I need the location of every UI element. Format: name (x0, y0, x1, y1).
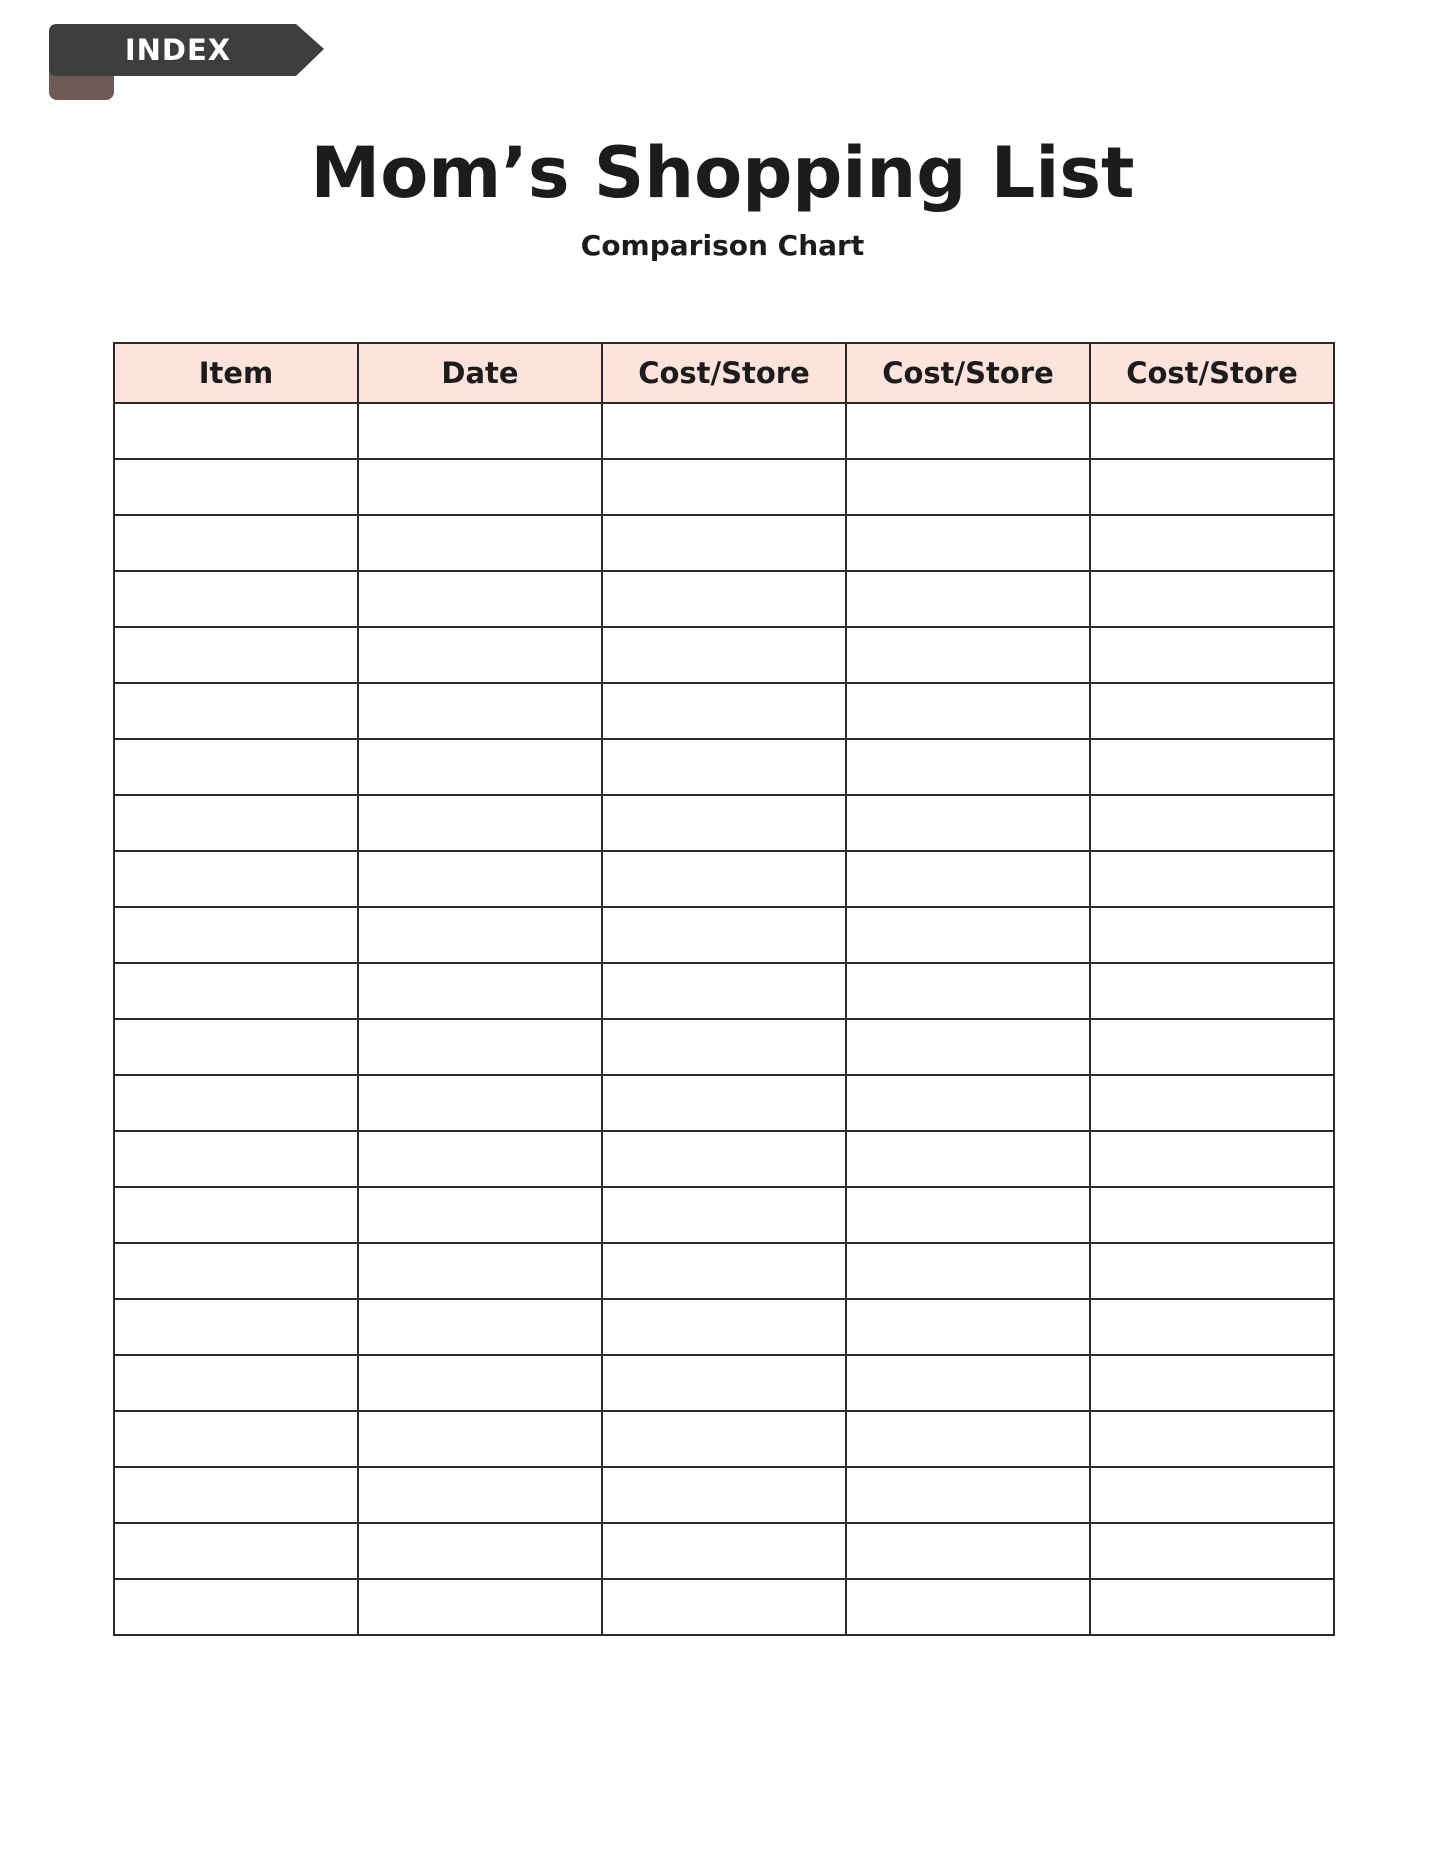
table-cell-date[interactable] (358, 1243, 602, 1299)
table-cell-cost-store-1[interactable] (602, 1355, 846, 1411)
table-cell-cost-store-2[interactable] (846, 1243, 1090, 1299)
table-cell-cost-store-2[interactable] (846, 459, 1090, 515)
table-cell-cost-store-2[interactable] (846, 1467, 1090, 1523)
table-cell-cost-store-2[interactable] (846, 515, 1090, 571)
table-cell-cost-store-3[interactable] (1090, 1523, 1334, 1579)
table-cell-cost-store-3[interactable] (1090, 1411, 1334, 1467)
table-cell-date[interactable] (358, 683, 602, 739)
column-header-cost-store-2: Cost/Store (846, 343, 1090, 403)
table-cell-cost-store-1[interactable] (602, 1411, 846, 1467)
table-cell-cost-store-2[interactable] (846, 739, 1090, 795)
table-cell-cost-store-3[interactable] (1090, 739, 1334, 795)
table-cell-cost-store-3[interactable] (1090, 1355, 1334, 1411)
table-body (114, 403, 1334, 1635)
table-cell-date[interactable] (358, 571, 602, 627)
table-row (114, 1019, 1334, 1075)
table-cell-cost-store-2[interactable] (846, 1523, 1090, 1579)
table-row (114, 683, 1334, 739)
comparison-table (113, 342, 1335, 1636)
table-row (114, 459, 1334, 515)
table-cell-cost-store-1[interactable] (602, 683, 846, 739)
table-row (114, 1075, 1334, 1131)
table-cell-date[interactable] (358, 1019, 602, 1075)
table-cell-date[interactable] (358, 1187, 602, 1243)
table-row (114, 963, 1334, 1019)
table-cell-date[interactable] (358, 851, 602, 907)
table-cell-item[interactable] (114, 1355, 358, 1411)
table-cell-item[interactable] (114, 1299, 358, 1355)
page-subtitle: Comparison Chart (580, 229, 865, 262)
table-cell-cost-store-1[interactable] (602, 1299, 846, 1355)
table-cell-cost-store-2[interactable] (846, 907, 1090, 963)
table-cell-item[interactable] (114, 1019, 358, 1075)
table-cell-date[interactable] (358, 1131, 602, 1187)
table-cell-cost-store-1[interactable] (602, 963, 846, 1019)
table-cell-date[interactable] (358, 1075, 602, 1131)
table-cell-cost-store-2[interactable] (846, 851, 1090, 907)
table-cell-cost-store-3[interactable] (1090, 1075, 1334, 1131)
table-cell-cost-store-2[interactable] (846, 795, 1090, 851)
table-cell-date[interactable] (358, 1467, 602, 1523)
table-cell-cost-store-3[interactable] (1090, 571, 1334, 627)
table-cell-cost-store-3[interactable] (1090, 1019, 1334, 1075)
table-cell-cost-store-3[interactable] (1090, 627, 1334, 683)
table-row (114, 739, 1334, 795)
table-cell-cost-store-3[interactable] (1090, 459, 1334, 515)
table-cell-date[interactable] (358, 1355, 602, 1411)
table-cell-cost-store-2[interactable] (846, 1579, 1090, 1635)
table-cell-date[interactable] (358, 963, 602, 1019)
table-cell-cost-store-3[interactable] (1090, 683, 1334, 739)
table-cell-item[interactable] (114, 683, 358, 739)
table-row (114, 1187, 1334, 1243)
table-cell-date[interactable] (358, 739, 602, 795)
table-cell-cost-store-3[interactable] (1090, 1243, 1334, 1299)
table-cell-cost-store-2[interactable] (846, 403, 1090, 459)
table-cell-date[interactable] (358, 795, 602, 851)
table-cell-cost-store-3[interactable] (1090, 1187, 1334, 1243)
table-cell-cost-store-3[interactable] (1090, 1299, 1334, 1355)
table-cell-cost-store-1[interactable] (602, 459, 846, 515)
table-cell-item[interactable] (114, 1579, 358, 1635)
page-title: Mom’s Shopping List (310, 132, 1135, 214)
table-cell-item[interactable] (114, 459, 358, 515)
table-cell-cost-store-2[interactable] (846, 571, 1090, 627)
table-header-row (114, 343, 1334, 403)
column-header-date: Date (358, 343, 602, 403)
table-cell-cost-store-2[interactable] (846, 683, 1090, 739)
column-header-cost-store-1: Cost/Store (602, 343, 846, 403)
table-cell-cost-store-1[interactable] (602, 403, 846, 459)
column-header-item: Item (114, 343, 358, 403)
table-cell-cost-store-1[interactable] (602, 627, 846, 683)
table-cell-cost-store-3[interactable] (1090, 1467, 1334, 1523)
table-cell-item[interactable] (114, 1187, 358, 1243)
table-cell-cost-store-1[interactable] (602, 1523, 846, 1579)
table-cell-date[interactable] (358, 907, 602, 963)
table-cell-item[interactable] (114, 403, 358, 459)
table-cell-cost-store-1[interactable] (602, 795, 846, 851)
table-row (114, 1523, 1334, 1579)
table-cell-cost-store-2[interactable] (846, 1355, 1090, 1411)
table-cell-cost-store-2[interactable] (846, 1131, 1090, 1187)
table-cell-cost-store-1[interactable] (602, 1467, 846, 1523)
table-row (114, 907, 1334, 963)
table-cell-cost-store-1[interactable] (602, 1187, 846, 1243)
table-row (114, 571, 1334, 627)
table-cell-item[interactable] (114, 963, 358, 1019)
table-cell-cost-store-2[interactable] (846, 1075, 1090, 1131)
table-cell-cost-store-2[interactable] (846, 1299, 1090, 1355)
table-cell-date[interactable] (358, 627, 602, 683)
table-row (114, 627, 1334, 683)
table-cell-item[interactable] (114, 627, 358, 683)
table-cell-item[interactable] (114, 1131, 358, 1187)
table-cell-date[interactable] (358, 1299, 602, 1355)
table-cell-item[interactable] (114, 1523, 358, 1579)
index-tab-label: INDEX (124, 33, 232, 67)
table-row (114, 515, 1334, 571)
table-cell-item[interactable] (114, 1075, 358, 1131)
table-cell-item[interactable] (114, 515, 358, 571)
table-cell-item[interactable] (114, 739, 358, 795)
table-row (114, 1411, 1334, 1467)
table-row (114, 1355, 1334, 1411)
table-cell-cost-store-1[interactable] (602, 571, 846, 627)
table-cell-item[interactable] (114, 1467, 358, 1523)
table-cell-date[interactable] (358, 1523, 602, 1579)
table-row (114, 1131, 1334, 1187)
table-cell-cost-store-2[interactable] (846, 1019, 1090, 1075)
table-cell-date[interactable] (358, 515, 602, 571)
table-cell-cost-store-1[interactable] (602, 1579, 846, 1635)
table-cell-cost-store-3[interactable] (1090, 795, 1334, 851)
table-cell-cost-store-1[interactable] (602, 1075, 846, 1131)
table-cell-cost-store-1[interactable] (602, 515, 846, 571)
table-cell-cost-store-3[interactable] (1090, 515, 1334, 571)
table-cell-cost-store-3[interactable] (1090, 1579, 1334, 1635)
table-cell-cost-store-3[interactable] (1090, 1131, 1334, 1187)
table-cell-cost-store-3[interactable] (1090, 907, 1334, 963)
table-cell-date[interactable] (358, 403, 602, 459)
table-cell-item[interactable] (114, 1243, 358, 1299)
table-cell-cost-store-3[interactable] (1090, 963, 1334, 1019)
table-cell-cost-store-1[interactable] (602, 1243, 846, 1299)
column-header-cost-store-3: Cost/Store (1090, 343, 1334, 403)
table-cell-cost-store-3[interactable] (1090, 851, 1334, 907)
table-cell-cost-store-1[interactable] (602, 907, 846, 963)
table-cell-cost-store-1[interactable] (602, 1131, 846, 1187)
table-cell-item[interactable] (114, 795, 358, 851)
table-row (114, 851, 1334, 907)
table-row (114, 795, 1334, 851)
table-cell-cost-store-1[interactable] (602, 851, 846, 907)
table-cell-cost-store-2[interactable] (846, 1187, 1090, 1243)
table-cell-date[interactable] (358, 1579, 602, 1635)
table-cell-date[interactable] (358, 459, 602, 515)
table-cell-cost-store-2[interactable] (846, 627, 1090, 683)
table-cell-cost-store-1[interactable] (602, 739, 846, 795)
table-row (114, 1299, 1334, 1355)
table-cell-item[interactable] (114, 1411, 358, 1467)
table-cell-cost-store-3[interactable] (1090, 403, 1334, 459)
table-cell-cost-store-2[interactable] (846, 1411, 1090, 1467)
table-cell-cost-store-2[interactable] (846, 963, 1090, 1019)
table-row (114, 403, 1334, 459)
table-row (114, 1243, 1334, 1299)
table-cell-item[interactable] (114, 851, 358, 907)
table-cell-item[interactable] (114, 907, 358, 963)
table-row (114, 1467, 1334, 1523)
table-cell-item[interactable] (114, 571, 358, 627)
table-cell-cost-store-1[interactable] (602, 1019, 846, 1075)
table-row (114, 1579, 1334, 1635)
index-tab[interactable] (49, 24, 324, 100)
table-cell-date[interactable] (358, 1411, 602, 1467)
